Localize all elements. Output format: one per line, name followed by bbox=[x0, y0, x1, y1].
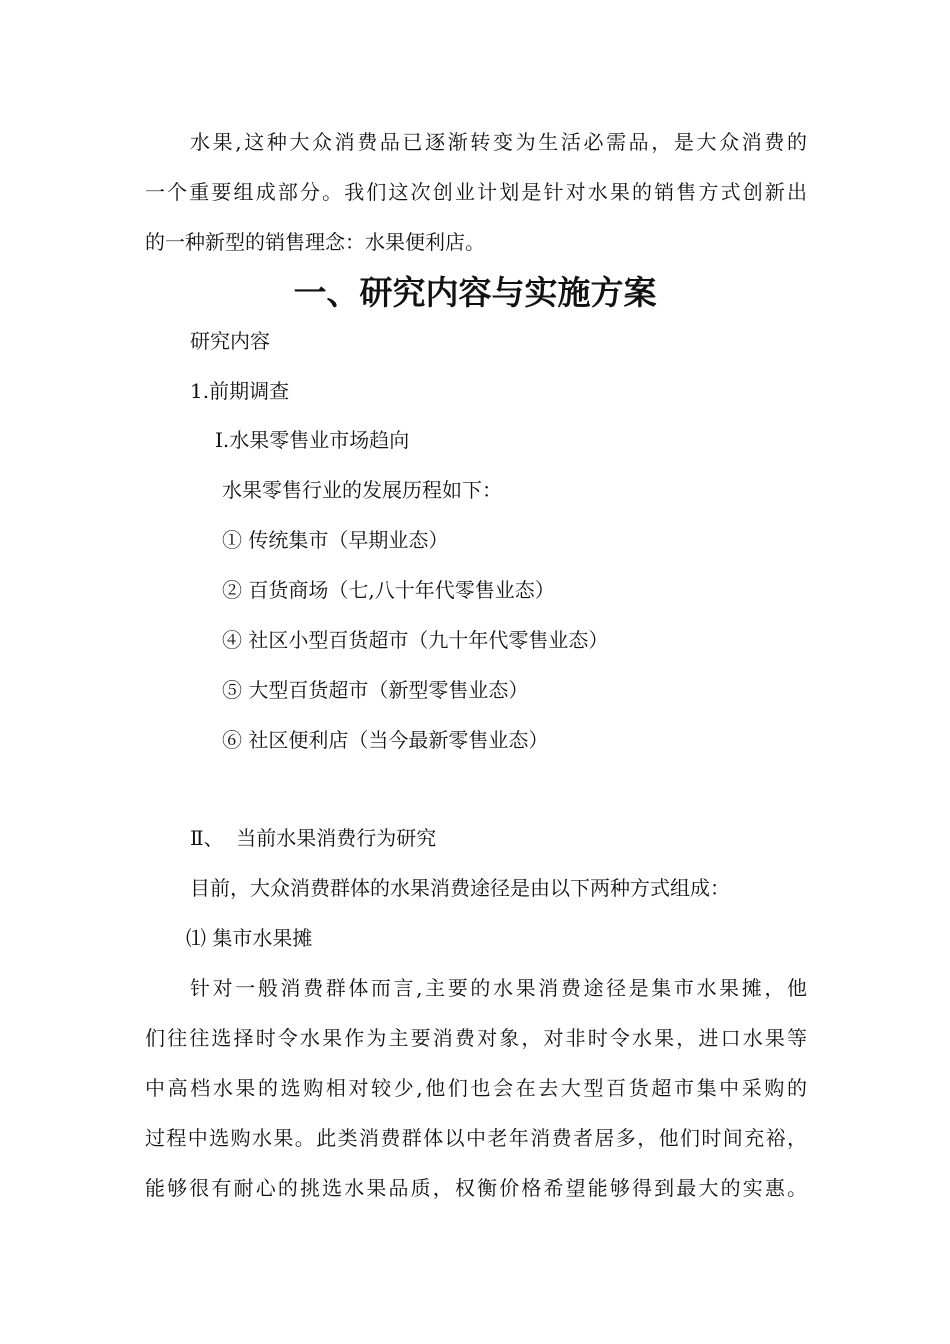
stage-item: ④ 社区小型百货超市（九十年代零售业态） bbox=[222, 628, 609, 652]
sub2-heading: Ⅱ、 当前水果消费行为研究 bbox=[190, 826, 437, 850]
stage-item: ① 传统集市（早期业态） bbox=[222, 528, 449, 552]
section-title: 一、研究内容与实施方案 bbox=[293, 273, 657, 312]
intro-line-3: 的一种新型的销售理念：水果便利店。 bbox=[145, 230, 485, 254]
paragraph-line: 中高档水果的选购相对较少,他们也会在去大型百货超市集中采购的 bbox=[145, 1076, 807, 1100]
point-1-heading: ⑴ 集市水果摊 bbox=[186, 926, 313, 950]
sub2-lead: 目前，大众消费群体的水果消费途径是由以下两种方式组成： bbox=[190, 876, 730, 900]
intro-line-1: 水果,这种大众消费品已逐渐转变为生活必需品，是大众消费的 bbox=[190, 130, 807, 154]
sub1-heading: Ⅰ.水果零售业市场趋向 bbox=[215, 428, 410, 452]
paragraph-line: 们往往选择时令水果作为主要消费对象，对非时令水果，进口水果等 bbox=[145, 1026, 807, 1050]
paragraph-line: 能够很有耐心的挑选水果品质，权衡价格希望能够得到最大的实惠。 bbox=[145, 1176, 807, 1200]
research-heading: 研究内容 bbox=[190, 329, 270, 353]
intro-line-2: 一个重要组成部分。我们这次创业计划是针对水果的销售方式创新出 bbox=[145, 180, 807, 204]
sub1-lead: 水果零售行业的发展历程如下： bbox=[222, 478, 502, 502]
stage-item: ⑤ 大型百货超市（新型零售业态） bbox=[222, 678, 529, 702]
stage-item: ② 百货商场（七,八十年代零售业态） bbox=[222, 578, 555, 602]
paragraph-line: 针对一般消费群体而言,主要的水果消费途径是集市水果摊，他 bbox=[190, 976, 807, 1000]
item-1-heading: 1.前期调查 bbox=[190, 379, 290, 403]
stage-item: ⑥ 社区便利店（当今最新零售业态） bbox=[222, 728, 549, 752]
paragraph-line: 过程中选购水果。此类消费群体以中老年消费者居多，他们时间充裕， bbox=[145, 1126, 807, 1150]
